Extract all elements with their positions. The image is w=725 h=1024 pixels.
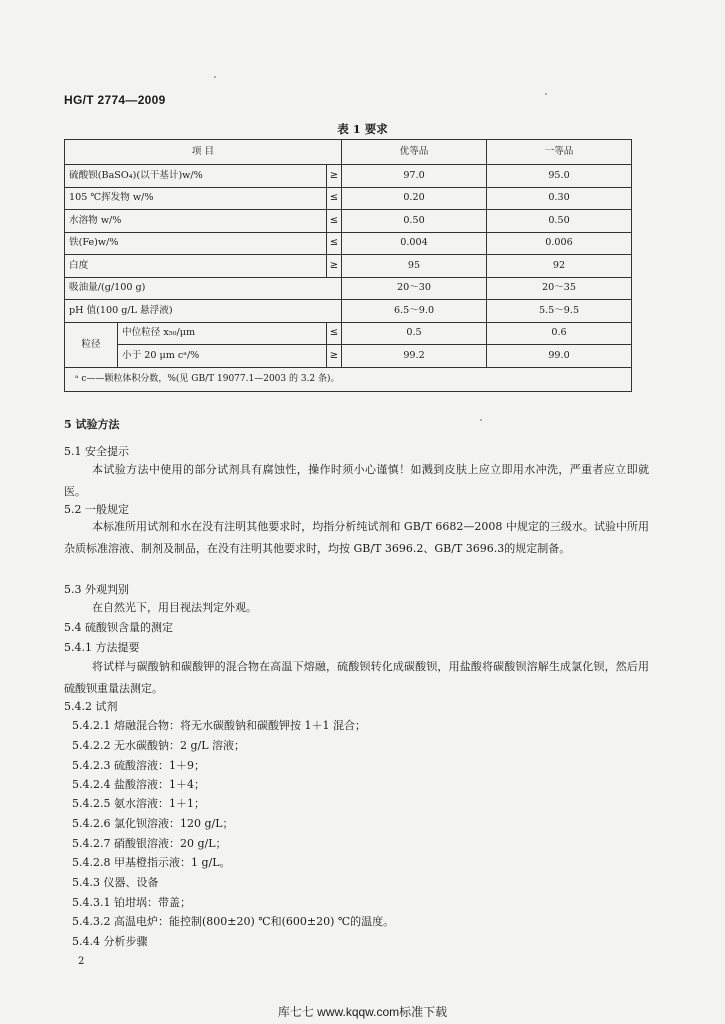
row-grade1: 0.5 bbox=[342, 322, 487, 345]
row-grade1: 0.20 bbox=[342, 187, 487, 210]
particle-group-label: 粒径 bbox=[65, 322, 118, 367]
reagent-item: 5.4.2.7 硝酸银溶液：20 g/L； bbox=[72, 837, 227, 850]
section-5-4-2-heading: 5.4.2 试剂 bbox=[64, 700, 118, 713]
footer-watermark: 库七七 www.kqqw.com标准下载 bbox=[277, 1005, 448, 1019]
section-5-4-1-heading: 5.4.1 方法提要 bbox=[64, 641, 140, 654]
row-item: 铁(Fe)w/% bbox=[65, 232, 327, 255]
row-grade1: 0.50 bbox=[342, 210, 487, 233]
row-grade2: 92 bbox=[487, 255, 632, 278]
row-grade2: 0.50 bbox=[487, 210, 632, 233]
row-symbol: ≤ bbox=[327, 210, 342, 233]
row-grade1: 95 bbox=[342, 255, 487, 278]
instrument-item: 5.4.3.2 高温电炉：能控制(800±20) ℃和(600±20) ℃的温度。 bbox=[72, 915, 395, 928]
page-number: 2 bbox=[78, 956, 85, 967]
section-5-3-text: 在自然光下，用目视法判定外观。 bbox=[92, 601, 257, 614]
table-row bbox=[65, 165, 632, 188]
instrument-item: 5.4.3.1 铂坩埚：带盖； bbox=[72, 896, 191, 909]
row-grade2: 95.0 bbox=[487, 165, 632, 188]
row-grade2: 5.5～9.5 bbox=[487, 300, 632, 323]
row-symbol: ≤ bbox=[327, 187, 342, 210]
table-row bbox=[65, 210, 632, 233]
table-note-row bbox=[65, 367, 632, 391]
row-symbol: ≥ bbox=[327, 345, 342, 368]
table-title: 表 1 要求 bbox=[337, 122, 388, 136]
row-symbol: ≥ bbox=[327, 165, 342, 188]
section-5-4-3-heading: 5.4.3 仪器、设备 bbox=[72, 876, 159, 889]
standard-number: HG/T 2774—2009 bbox=[64, 93, 166, 107]
section-5-4-1-text: 将试样与碳酸钠和碳酸钾的混合物在高温下熔融，硫酸钡转化成碳酸钡，用盐酸将碳酸钡溶解生成氯化钡，然后用硫酸钡重量法测定。 bbox=[64, 660, 649, 695]
row-grade1: 20～30 bbox=[342, 277, 487, 300]
row-grade1: 0.004 bbox=[342, 232, 487, 255]
header-item: 项 目 bbox=[65, 140, 342, 165]
section-5-4-4-heading: 5.4.4 分析步骤 bbox=[72, 935, 148, 948]
table-row bbox=[65, 232, 632, 255]
table-header-row bbox=[65, 140, 632, 165]
row-item: 吸油量/(g/100 g) bbox=[65, 277, 342, 300]
table-row bbox=[65, 255, 632, 278]
table-row bbox=[65, 300, 632, 323]
row-symbol: ≥ bbox=[327, 255, 342, 278]
reagent-item: 5.4.2.4 盐酸溶液：1＋4； bbox=[72, 778, 205, 791]
row-grade2: 0.006 bbox=[487, 232, 632, 255]
row-symbol: ≤ bbox=[327, 322, 342, 345]
section-5-heading: 5 试验方法 bbox=[64, 418, 120, 431]
table-row bbox=[65, 277, 632, 300]
header-grade1: 优等品 bbox=[342, 140, 487, 165]
row-item: 白度 bbox=[65, 255, 327, 278]
section-5-2-text: 本标准所用试剂和水在没有注明其他要求时，均指分析纯试剂和 GB/T 6682—2008 中规定的三级水。试验中所用杂质标准溶液、制剂及制品，在没有注明其他要求时，均按 GB/T 3696.2、GB/T 3696.3的规定制备。 bbox=[64, 520, 649, 555]
row-grade2: 0.6 bbox=[487, 322, 632, 345]
scan-speck bbox=[480, 419, 482, 421]
row-item: pH 值(100 g/L 悬浮液) bbox=[65, 300, 342, 323]
scan-speck bbox=[214, 76, 216, 78]
table-row bbox=[65, 322, 632, 345]
reagent-item: 5.4.2.2 无水碳酸钠：2 g/L 溶液； bbox=[72, 739, 246, 752]
row-item: 小于 20 μm cᵃ/% bbox=[118, 345, 327, 368]
reagent-item: 5.4.2.3 硫酸溶液：1＋9； bbox=[72, 759, 205, 772]
row-grade1: 97.0 bbox=[342, 165, 487, 188]
requirements-table bbox=[64, 139, 632, 392]
scan-speck bbox=[545, 93, 547, 95]
section-5-2-heading: 5.2 一般规定 bbox=[64, 503, 129, 516]
row-grade2: 99.0 bbox=[487, 345, 632, 368]
row-grade1: 99.2 bbox=[342, 345, 487, 368]
reagent-item: 5.4.2.8 甲基橙指示液：1 g/L。 bbox=[72, 856, 231, 869]
reagent-item: 5.4.2.1 熔融混合物：将无水碳酸钠和碳酸钾按 1＋1 混合； bbox=[72, 719, 366, 732]
header-grade2: 一等品 bbox=[487, 140, 632, 165]
row-item: 105 ℃挥发物 w/% bbox=[65, 187, 327, 210]
table-row bbox=[65, 345, 632, 368]
section-5-3-heading: 5.3 外观判别 bbox=[64, 583, 129, 596]
section-5-4-heading: 5.4 硫酸钡含量的测定 bbox=[64, 621, 173, 634]
row-grade2: 20～35 bbox=[487, 277, 632, 300]
reagent-item: 5.4.2.5 氨水溶液：1＋1； bbox=[72, 797, 205, 810]
section-5-1-text: 本试验方法中使用的部分试剂具有腐蚀性，操作时须小心谨慎！如溅到皮肤上应立即用水冲洗，严重者应立即就医。 bbox=[64, 463, 649, 498]
row-grade1: 6.5～9.0 bbox=[342, 300, 487, 323]
reagent-item: 5.4.2.6 氯化钡溶液：120 g/L； bbox=[72, 817, 234, 830]
table-row bbox=[65, 187, 632, 210]
row-item: 中位粒径 x₅₀/μm bbox=[118, 322, 327, 345]
row-item: 水溶物 w/% bbox=[65, 210, 327, 233]
row-grade2: 0.30 bbox=[487, 187, 632, 210]
row-symbol: ≤ bbox=[327, 232, 342, 255]
table-note: ᵃ c——颗粒体积分数，%(见 GB/T 19077.1—2003 的 3.2 条)。 bbox=[65, 367, 632, 391]
row-item: 硫酸钡(BaSO₄)(以干基计)w/% bbox=[65, 165, 327, 188]
section-5-1-heading: 5.1 安全提示 bbox=[64, 445, 129, 458]
